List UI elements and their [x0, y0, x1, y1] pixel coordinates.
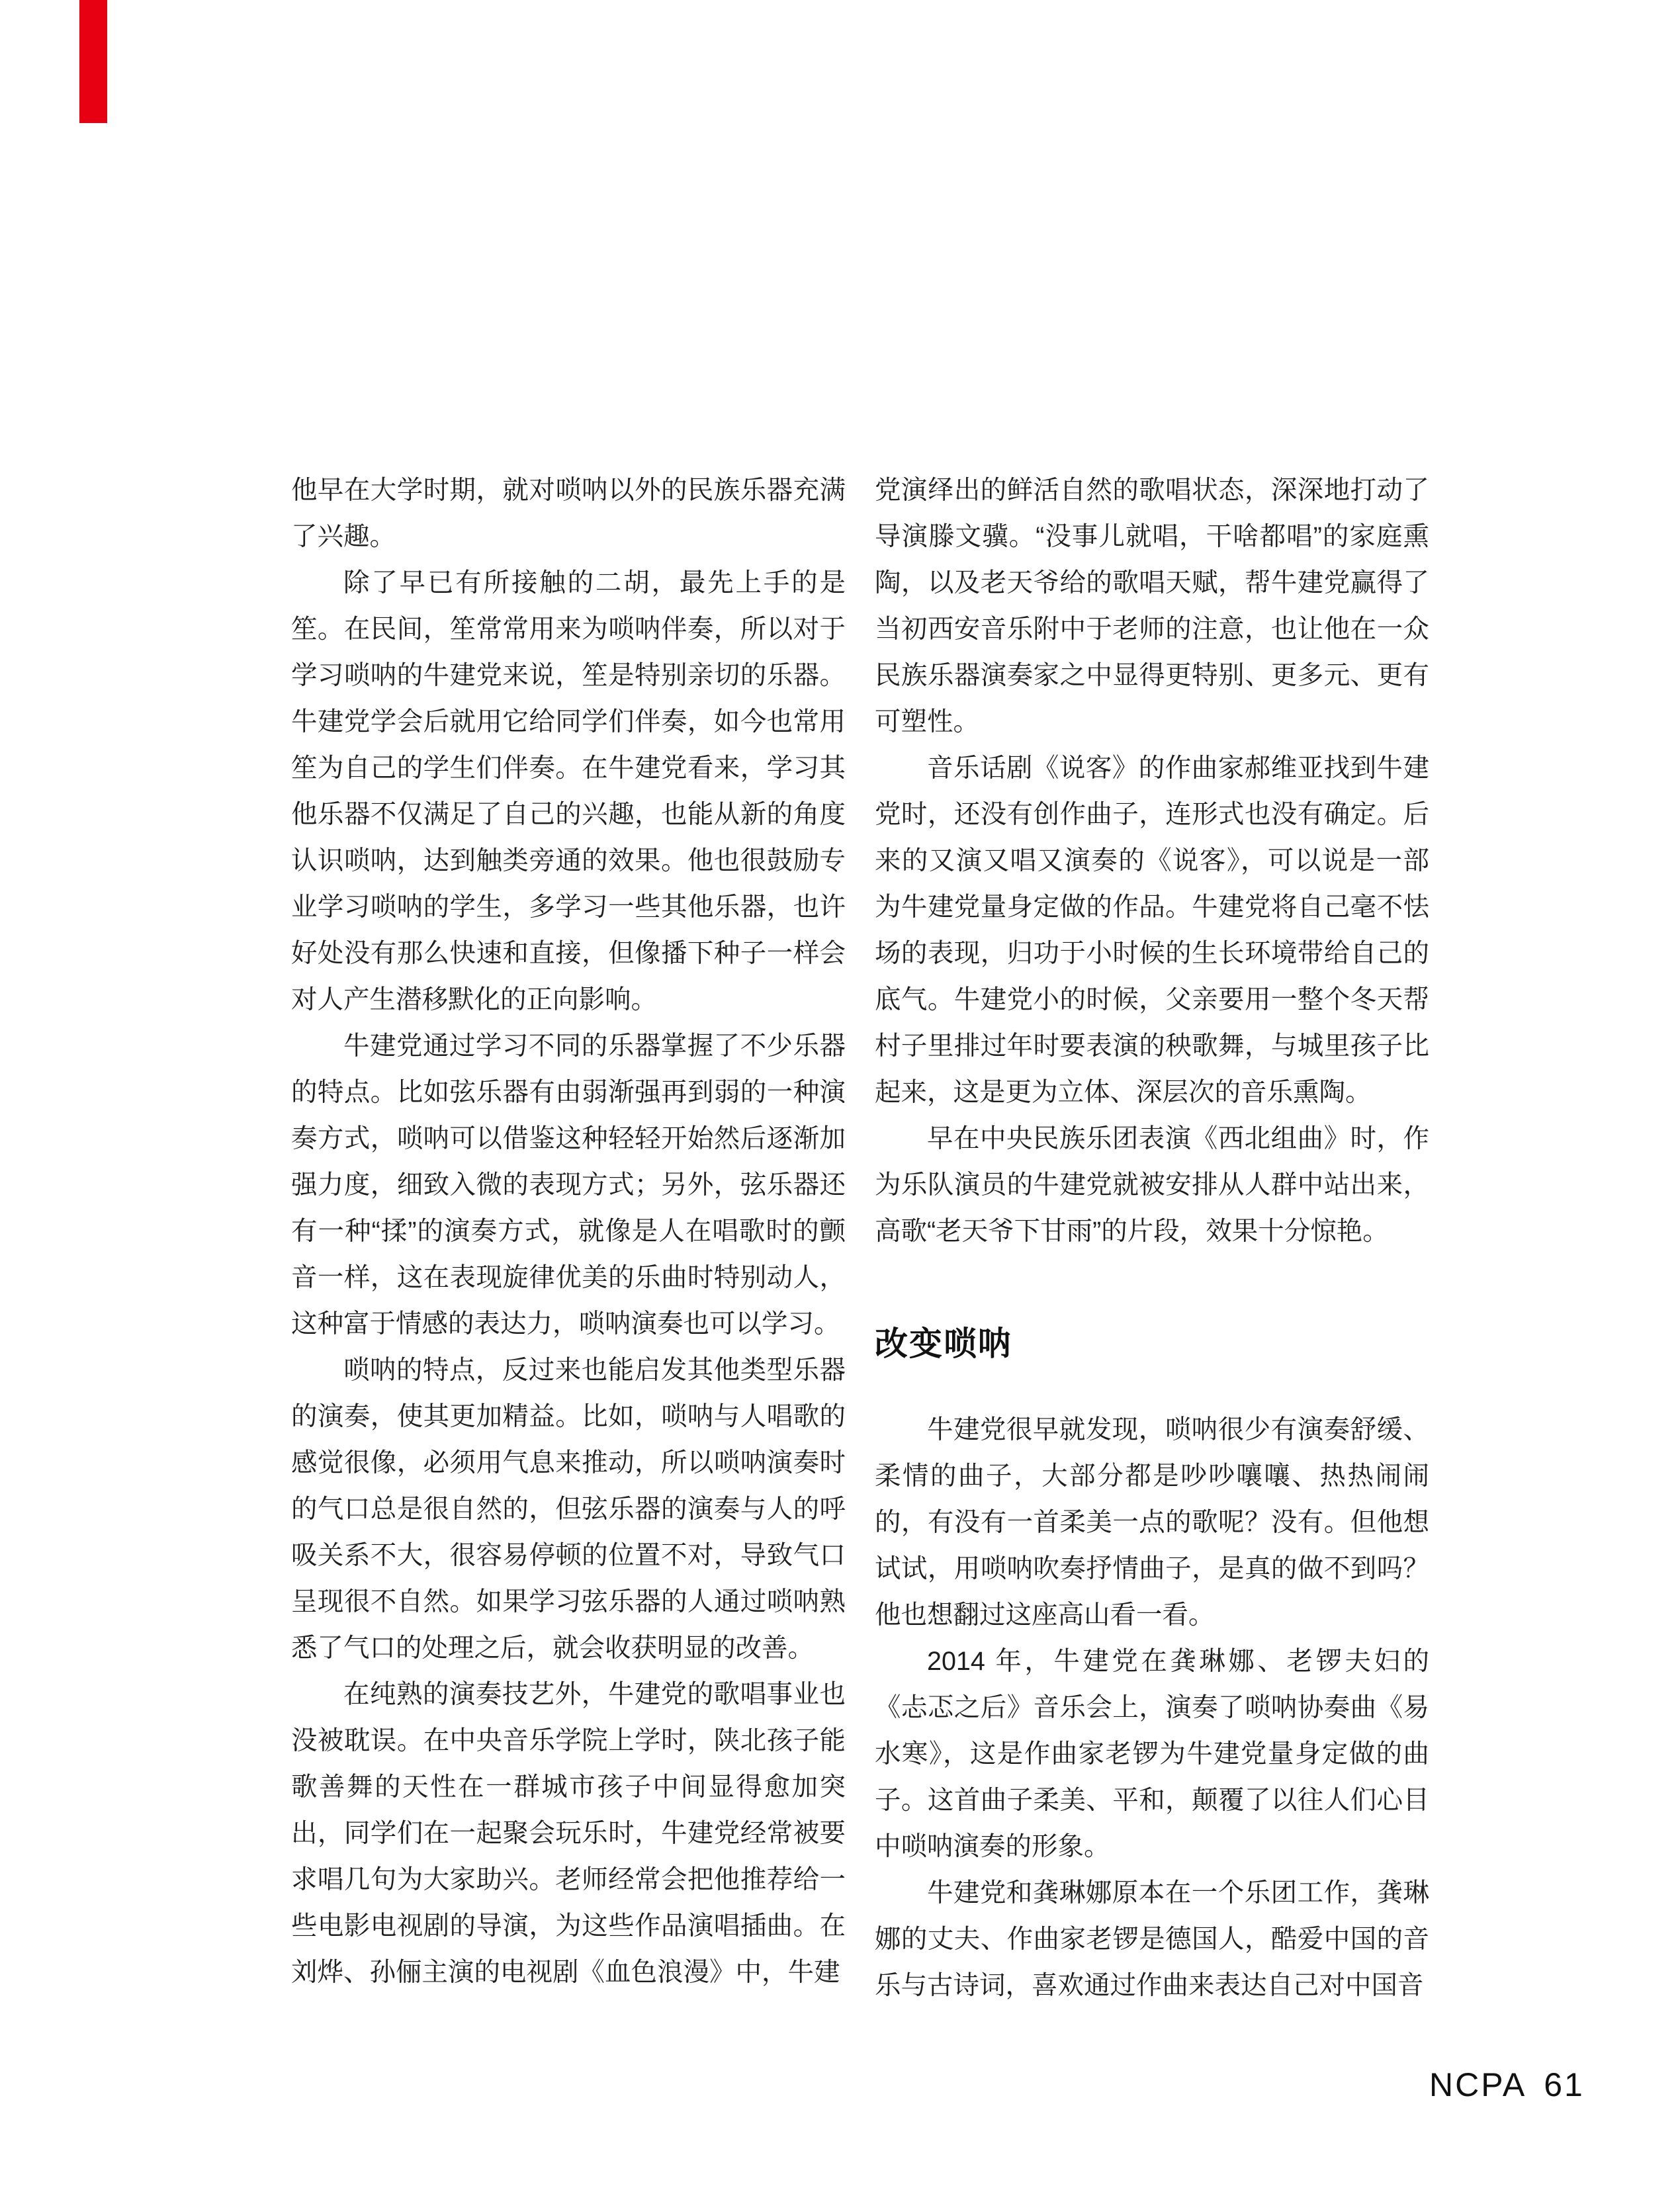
article-right-column	[875, 467, 1429, 2009]
paragraph: 唢呐的特点，反过来也能启发其他类型乐器的演奏，使其更加精益。比如，唢呐与人唱歌的感觉很像，必须用气息来推动，所以唢呐演奏时的气口总是很自然的，但弦乐器的演奏与人的呼吸关系不大，很容易停顿的位置不对，导致气口呈现很不自然。如果学习弦乐器的人通过唢呐熟悉了气口的处理之后，就会收获明显的改善。	[291, 1356, 846, 1663]
paragraph: 在纯熟的演奏技艺外，牛建党的歌唱事业也没被耽误。在中央音乐学院上学时，陕北孩子能歌善舞的天性在一群城市孩子中间显得愈加突出，同学们在一起聚会玩乐时，牛建党经常被要求唱几句为大家助兴。老师经常会把他推荐给一些电影电视剧的导演，为这些作品演唱插曲。在刘烨、孙俪主演的电视剧《血色浪漫》中，牛建	[291, 1680, 846, 1987]
paragraph: 牛建党和龚琳娜原本在一个乐团工作，龚琳娜的丈夫、作曲家老锣是德国人，酷爱中国的音乐与古诗词，喜欢通过作曲来表达自己对中国音	[875, 1878, 1429, 2000]
paragraph: 早在中央民族乐团表演《西北组曲》时，作为乐队演员的牛建党就被安排从人群中站出来，高歌“老天爷下甘雨”的片段，效果十分惊艳。	[875, 1124, 1429, 1246]
paragraph: 牛建党很早就发现，唢呐很少有演奏舒缓、柔情的曲子，大部分都是吵吵嚷嚷、热热闹闹的，有没有一首柔美一点的歌呢？没有。但他想试试，用唢呐吹奏抒情曲子，是真的做不到吗？他也想翻过这座高山看一看。	[875, 1415, 1429, 1630]
page-footer	[1429, 2068, 1585, 2101]
paragraph: 除了早已有所接触的二胡，最先上手的是笙。在民间，笙常常用来为唢呐伴奏，所以对于学习唢呐的牛建党来说，笙是特别亲切的乐器。牛建党学会后就用它给同学们伴奏，如今也常用笙为自己的学生们伴奏。在牛建党看来，学习其他乐器不仅满足了自己的兴趣，也能从新的角度认识唢呐，达到触类旁通的效果。他也很鼓励专业学习唢呐的学生，多学习一些其他乐器，也许好处没有那么快速和直接，但像播下种子一样会对人产生潜移默化的正向影响。	[291, 568, 846, 1014]
paragraph: 牛建党通过学习不同的乐器掌握了不少乐器的特点。比如弦乐器有由弱渐强再到弱的一种演奏方式，唢呐可以借鉴这种轻轻开始然后逐渐加强力度，细致入微的表现方式；另外，弦乐器还有一种“揉”的演奏方式，就像是人在唱歌时的颤音一样，这在表现旋律优美的乐曲时特别动人，这种富于情感的表达力，唢呐演奏也可以学习。	[291, 1031, 846, 1338]
paragraph: 2014 年，牛建党在龚琳娜、老锣夫妇的《忐忑之后》音乐会上，演奏了唢呐协奏曲《易水寒》，这是作曲家老锣为牛建党量身定做的曲子。这首曲子柔美、平和，颠覆了以往人们心目中唢呐演奏的形象。	[875, 1647, 1429, 1861]
footer-brand: NCPA	[1429, 2066, 1527, 2103]
paragraph: 音乐话剧《说客》的作曲家郝维亚找到牛建党时，还没有创作曲子，连形式也没有确定。后来的又演又唱又演奏的《说客》，可以说是一部为牛建党量身定做的作品。牛建党将自己毫不怯场的表现，归功于小时候的生长环境带给自己的底气。牛建党小的时候，父亲要用一整个冬天帮村子里排过年时要表演的秧歌舞，与城里孩子比起来，这是更为立体、深层次的音乐熏陶。	[875, 754, 1429, 1107]
article-left-column	[291, 467, 846, 1995]
section-heading: 改变唢呐	[875, 1325, 1012, 1362]
paragraph: 党演绎出的鲜活自然的歌唱状态，深深地打动了导演滕文骥。“没事儿就唱，干啥都唱”的家庭熏陶，以及老天爷给的歌唱天赋，帮牛建党赢得了当初西安音乐附中于老师的注意，也让他在一众民族乐器演奏家之中显得更特别、更多元、更有可塑性。	[875, 476, 1429, 736]
paragraph: 他早在大学时期，就对唢呐以外的民族乐器充满了兴趣。	[291, 476, 846, 551]
footer-page-number: 61	[1544, 2066, 1585, 2103]
red-page-marker	[79, 0, 107, 123]
